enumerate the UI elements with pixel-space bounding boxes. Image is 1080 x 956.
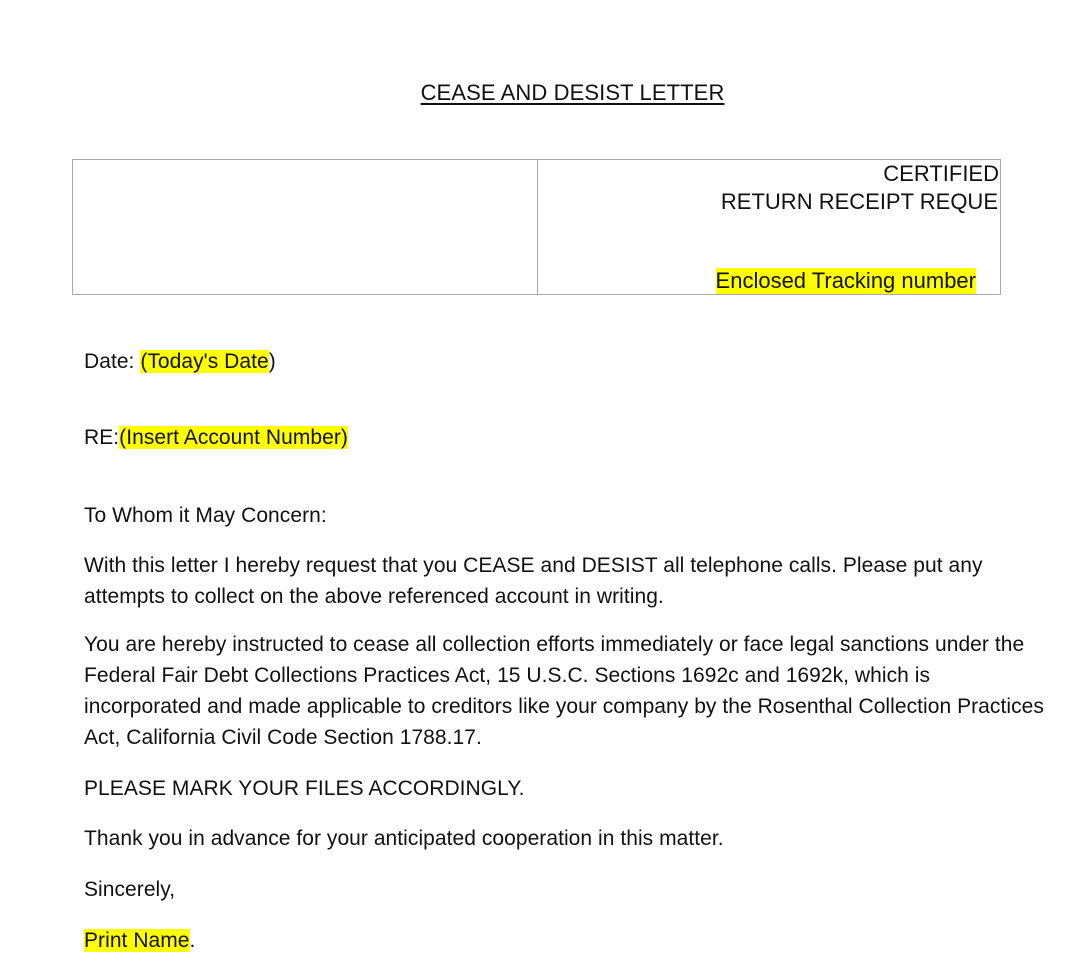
signature-period: . [189,929,196,952]
account-number-placeholder: (Insert Account Number) [119,426,348,449]
date-close-paren: ) [268,350,276,373]
paragraph-legal-notice: You are hereby instructed to cease all collection efforts immediately or face legal sanctions under the Federal Fair Debt Collections Practices Act, 15 U.S.C. Sections 1692c and 1692k, which is incorporated and made applicable to creditors like your company by the Rosenthal Collection Practices Act, California Civil Code Section 1788.17. [84,633,1044,749]
tracking-number-placeholder: Enclosed Tracking number [715,268,976,293]
re-label: RE: [84,426,120,449]
header-right-cell [538,160,1000,294]
date-placeholder: (Today's Date [140,350,269,373]
paragraph-request: With this letter I hereby request that you CEASE and DESIST all telephone calls. Please put any attempts to collect on the above referenced account in writing. [84,554,983,608]
certified-label: CERTIFIED [883,161,999,186]
date-label: Date: [84,350,141,373]
date-line [84,346,1044,377]
print-name-placeholder: Print Name [84,929,190,952]
files-notice: PLEASE MARK YOUR FILES ACCORDINGLY. [84,777,525,800]
thanks-line: Thank you in advance for your anticipated cooperation in this matter. [84,827,724,850]
re-line [84,422,1044,453]
return-receipt-label: RETURN RECEIPT REQUE [720,189,998,214]
closing: Sincerely, [84,878,176,901]
salutation: To Whom it May Concern: [84,504,327,527]
letter-title: CEASE AND DESIST LETTER [420,80,725,105]
signature-line [84,925,1044,956]
header-table [72,159,1001,295]
header-left-cell [73,160,538,294]
